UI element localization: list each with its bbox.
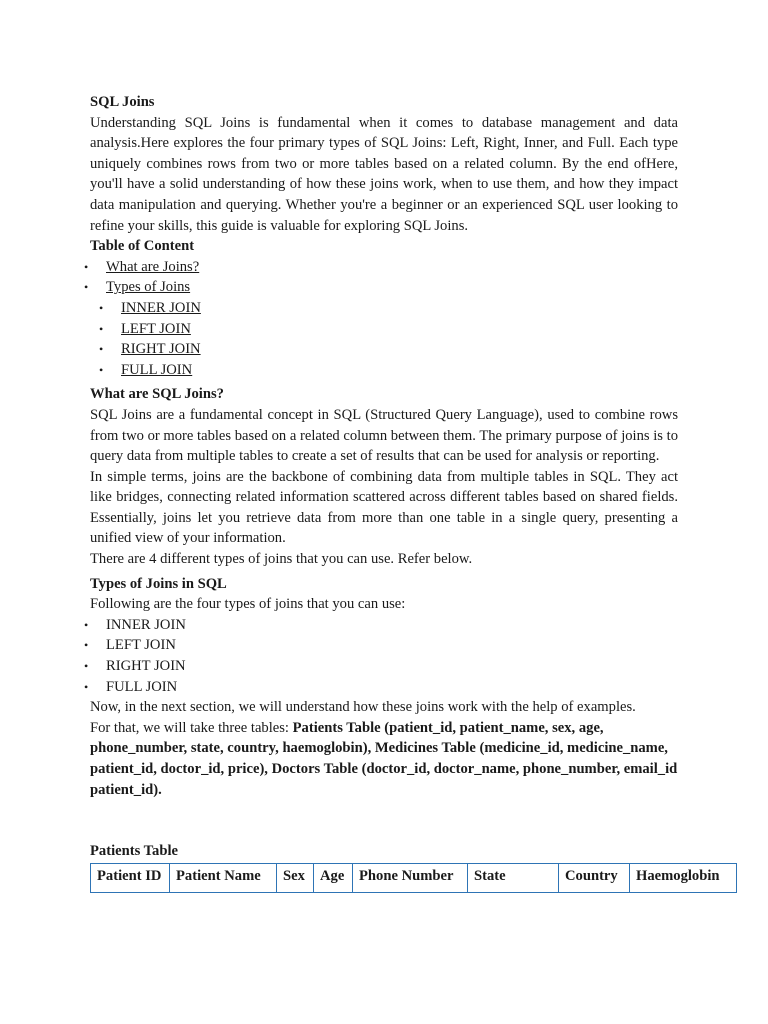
- types-item: • FULL JOIN: [90, 677, 678, 698]
- toc-link-types-of-joins[interactable]: Types of Joins: [106, 279, 191, 296]
- toc-link-left-join[interactable]: LEFT JOIN: [121, 320, 191, 337]
- table-header-row: [91, 863, 737, 893]
- toc-sub-list: [90, 298, 678, 380]
- toc-item[interactable]: [90, 277, 678, 298]
- document-page: [90, 92, 720, 893]
- title-heading: SQL Joins: [90, 94, 155, 110]
- patients-table-title: Patients Table: [90, 843, 178, 860]
- toc-sub-item[interactable]: [90, 298, 678, 319]
- types-lead: Following are the four types of joins that you can use:: [90, 596, 406, 613]
- column-header: Patient Name: [170, 863, 277, 893]
- toc-link-inner-join[interactable]: INNER JOIN: [121, 299, 201, 316]
- what-are-paragraph-3: There are 4 different types of joins that you can use. Refer below.: [90, 551, 473, 568]
- what-are-heading: What are SQL Joins?: [90, 386, 224, 403]
- column-header: Patient ID: [91, 863, 170, 893]
- column-header: Age: [314, 863, 353, 893]
- types-item: • INNER JOIN: [90, 615, 678, 636]
- column-header: State: [468, 863, 559, 893]
- tables-prefix: For that, we will take three tables:: [90, 719, 293, 736]
- column-header: Sex: [277, 863, 314, 893]
- next-section-text: Now, in the next section, we will understand how these joins work with the help of examples.: [90, 699, 636, 716]
- what-are-paragraph-1: SQL Joins are a fundamental concept in SQL (Structured Query Language), used to combine rows from two or more tables based on a related column between them. The primary purpose of joins is to query data from multiple tables to create a set of results that can be used for analysis or reporting.: [90, 406, 678, 465]
- types-heading: Types of Joins in SQL: [90, 575, 227, 592]
- tables-description: [90, 718, 678, 800]
- toc-item[interactable]: [90, 257, 678, 278]
- toc-sub-item[interactable]: [90, 360, 678, 381]
- patients-table: [90, 863, 737, 894]
- column-header: Phone Number: [353, 863, 468, 893]
- what-are-paragraph-2: In simple terms, joins are the backbone of combining data from multiple tables in SQL. They act like bridges, connecting related information scattered across different tables based on shared fields. Essentially, joins let you retrieve data from more than one table in a single query, presenting a unified view of your information.: [90, 468, 678, 547]
- toc-sub-item[interactable]: [90, 319, 678, 340]
- toc-link-full-join[interactable]: FULL JOIN: [121, 361, 193, 378]
- column-header: Haemoglobin: [630, 863, 737, 893]
- toc-link-right-join[interactable]: RIGHT JOIN: [121, 341, 201, 358]
- types-list: [90, 615, 678, 697]
- types-item: • RIGHT JOIN: [90, 656, 678, 677]
- toc-heading: Table of Content: [90, 238, 195, 255]
- column-header: Country: [559, 863, 630, 893]
- intro-paragraph: Understanding SQL Joins is fundamental when it comes to database management and data analysis.Here explores the four primary types of SQL Joins: Left, Right, Inner, and Full. Each type uniquely combines rows from two or more tables based on a related column. By the end ofHere, you'll have a solid understanding of how these joins work, when to use them, and how they impact data manipulation and querying. Whether you're a beginner or an experienced SQL user looking to refine your skills, this guide is valuable for exploring SQL Joins.: [90, 114, 678, 234]
- types-item: • LEFT JOIN: [90, 635, 678, 656]
- tables-bold-list: Patients Table (patient_id, patient_name, sex, age, phone_number, state, country, haemoglobin), Medicines Table (medicine_id, medicine_name, patient_id, doctor_id, price), Doctors Table (doctor_id, doctor_name, phone_number, email_id patient_id).: [90, 719, 678, 798]
- toc-sub-item[interactable]: [90, 339, 678, 360]
- toc-list: [90, 257, 678, 298]
- toc-link-what-are-joins[interactable]: What are Joins?: [106, 258, 200, 275]
